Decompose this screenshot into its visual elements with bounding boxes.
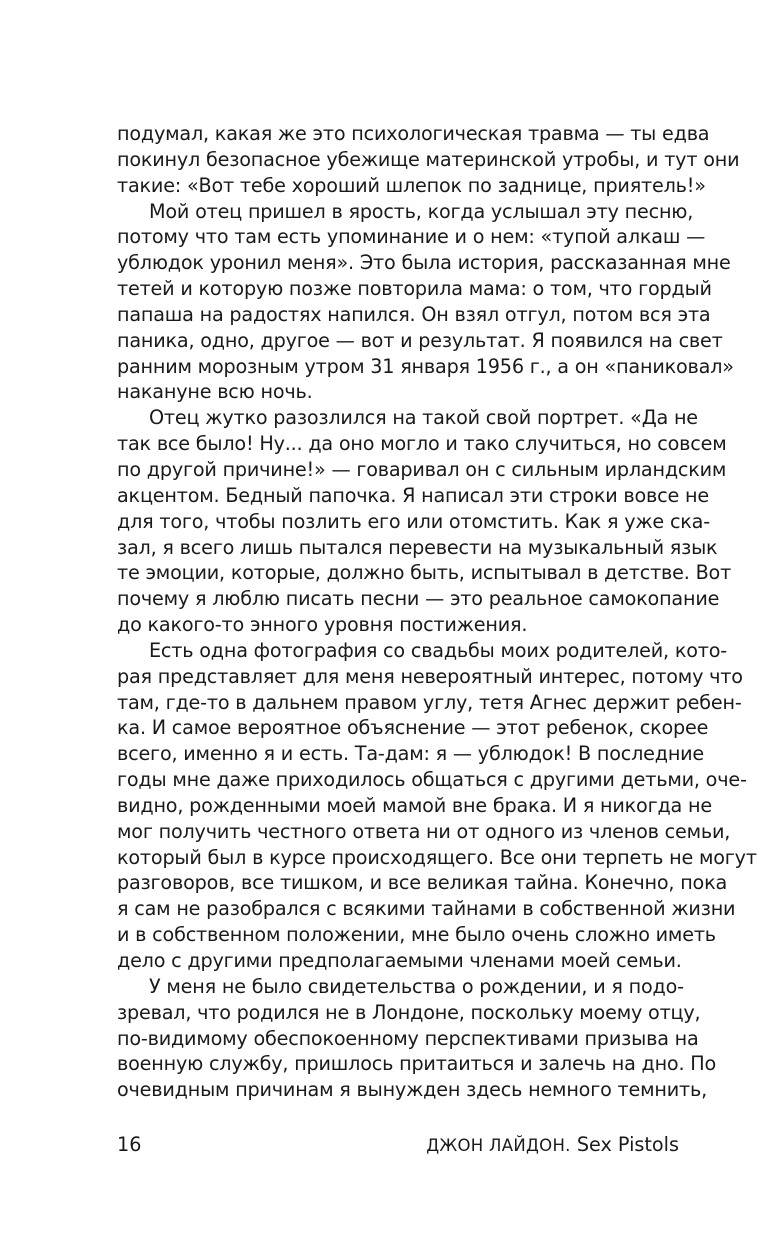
paragraph [117, 638, 757, 974]
text-line: очевидным причинам я вынужден здесь немного темнить, [117, 1078, 707, 1102]
text-line: рая представляет для меня невероятный интерес, потому что [117, 664, 743, 688]
text-line: Отец жутко разозлился на такой свой портрет. «Да не [149, 406, 698, 430]
text-line: по другой причине!» — говаривал он с сильным ирландским [117, 457, 727, 481]
paragraph [117, 199, 734, 406]
text-line: тетей и которую позже повторила мама: о том, что гордый [117, 277, 712, 301]
text-line: почему я люблю писать песни — это реальное самокопание [117, 587, 720, 611]
text-line: до какого-то энного уровня постижения. [117, 613, 528, 637]
text-line: для того, чтобы позлить его или отомстить. Как я уже ска- [117, 509, 710, 533]
text-line: военную службу, пришлось притаиться и залечь на дно. По [117, 1052, 717, 1076]
text-line: мог получить честного ответа ни от одного из членов семьи, [117, 819, 731, 843]
text-line: такие: «Вот тебе хороший шлепок по заднице, приятель!» [117, 173, 706, 197]
page-number: 16 [117, 1133, 142, 1156]
running-head-author: ДЖОН ЛАЙДОН. [426, 1136, 571, 1155]
text-line: всего, именно я и есть. Та-дам: я — ублюдок! В последние [117, 742, 705, 766]
text-line: зал, я всего лишь пытался перевести на музыкальный язык [117, 535, 718, 559]
text-line: У меня не было свидетельства о рождении, и я подо- [149, 974, 684, 998]
text-line: папаша на радостях напился. Он взял отгул, потом вся эта [117, 302, 711, 326]
text-line: видно, рожденными моей мамой вне брака. И я никогда не [117, 793, 712, 817]
text-line: Есть одна фотография со свадьбы моих родителей, кото- [149, 638, 728, 662]
text-line: я сам не разобрался с всякими тайнами в собственной жизни [117, 897, 736, 921]
running-head [426, 1133, 679, 1158]
text-line: паника, одно, другое — вот и результат. Я появился на свет [117, 328, 723, 352]
text-line: там, где-то в дальнем правом углу, тетя Агнес держит ребен- [117, 690, 742, 714]
text-line: ка. И самое вероятное объяснение — этот ребенок, скорее [117, 716, 709, 740]
text-line: покинул безопасное убежище материнской утробы, и тут они [117, 147, 740, 171]
text-line: ублюдок уронил меня». Это была история, рассказанная мне [117, 251, 731, 275]
text-line: те эмоции, которые, должно быть, испытывал в детстве. Вот [117, 561, 732, 585]
text-line: так все было! Ну... да оно могло и тако случиться, но совсем [117, 432, 727, 456]
paragraph [117, 974, 717, 1103]
text-line: акцентом. Бедный папочка. Я написал эти строки вовсе не [117, 483, 709, 507]
text-line: разговоров, все тишком, и все великая тайна. Конечно, пока [117, 871, 728, 895]
text-line: годы мне даже приходилось общаться с другими детьми, оче- [117, 768, 747, 792]
text-line: зревал, что родился не в Лондоне, поскольку моему отцу, [117, 1000, 701, 1024]
text-line: который был в курсе происходящего. Все они терпеть не могут [117, 845, 757, 869]
text-line: накануне всю ночь. [117, 380, 313, 404]
text-line: по-видимому обеспокоенному перспективами призыва на [117, 1026, 699, 1050]
paragraph [117, 121, 740, 199]
body-text [117, 121, 757, 1103]
text-line: и в собственном положении, мне было очень сложно иметь [117, 923, 716, 947]
text-line: ранним морозным утром 31 января 1956 г., а он «паниковал» [117, 354, 734, 378]
text-line: дело с другими предполагаемыми членами моей семьи. [117, 949, 682, 972]
running-head-title: Sex Pistols [576, 1133, 679, 1156]
paragraph [117, 405, 732, 638]
text-line: Мой отец пришел в ярость, когда услышал эту песню, [149, 199, 694, 223]
text-line: подумал, какая же это психологическая травма — ты едва [117, 122, 710, 145]
text-line: потому что там есть упоминание и о нем: «тупой алкаш — [117, 225, 706, 249]
